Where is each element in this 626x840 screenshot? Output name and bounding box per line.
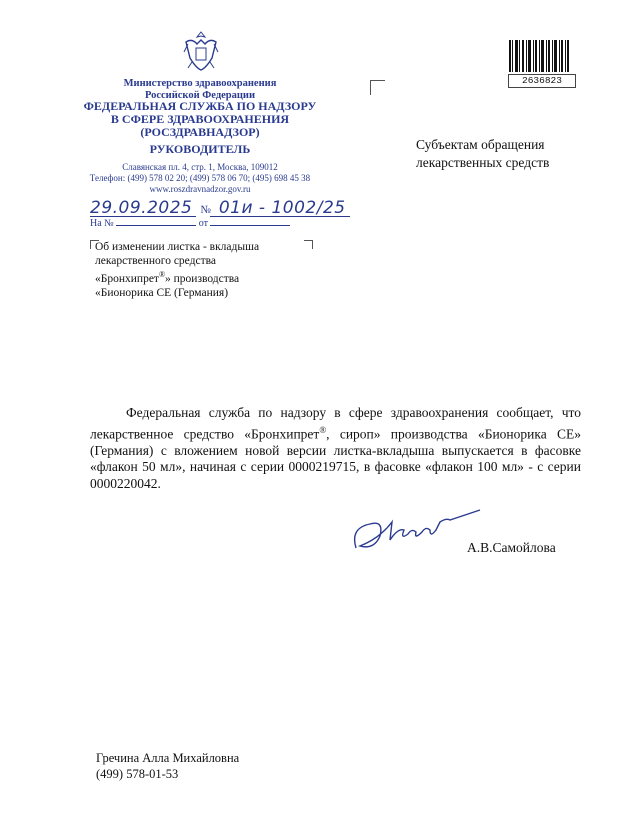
- from-label: от: [198, 218, 208, 229]
- contact-phone: (499) 578-01-53: [96, 766, 179, 781]
- subject: Об изменении листка - вкладыша лекарственного средства «Бронхипрет®» производства «Бионорика СЕ (Германия): [95, 241, 260, 299]
- service-name: ФЕДЕРАЛЬНАЯ СЛУЖБА ПО НАДЗОРУ В СФЕРЕ ЗДРАВООХРАНЕНИЯ (РОСЗДРАВНАДЗОР): [83, 99, 317, 139]
- ministry-name: Министерство здравоохранения Российской Федерации: [123, 78, 277, 101]
- barcode-icon: [508, 40, 570, 72]
- letter-body: Федеральная служба по надзору в сфере здравоохранения сообщает, что лекарственное средство «Бронхипрет®, сироп» производства «Бионорика СЕ» (Германия) с вложением новой версии листка-вкладыша выпускается в фасовке «флакон 50 мл», начиная с серии 0000219715, в фасовке «флакон 100 мл» - с серии 0000220042.: [90, 405, 581, 491]
- contact-name: Гречина Алла Михайловна: [96, 751, 240, 765]
- barcode-number: 2636823: [508, 74, 576, 88]
- doc-date: 29.09.2025: [90, 198, 193, 218]
- date-underline: [90, 216, 196, 217]
- coat-of-arms-icon: [178, 28, 224, 74]
- address-corner-mark: [370, 80, 385, 95]
- signatory-name: А.В.Самойлова: [467, 540, 556, 555]
- letterhead-address: Славянская пл. 4, стр. 1, Москва, 109012 Телефон: (499) 578 02 20; (499) 578 06 70; (495) 698 45 38 www.roszdravnadzor.gov.ru: [89, 162, 311, 194]
- number-underline: [210, 216, 350, 217]
- reference-line: [90, 218, 290, 229]
- number-sign: №: [200, 204, 211, 216]
- contact-info: [96, 751, 239, 782]
- addressee: Субъектам обращения лекарственных средств: [416, 137, 550, 170]
- ref-label: На №: [90, 218, 114, 229]
- doc-number: 01и - 1002/25: [218, 198, 346, 218]
- head-title: РУКОВОДИТЕЛЬ: [149, 142, 251, 156]
